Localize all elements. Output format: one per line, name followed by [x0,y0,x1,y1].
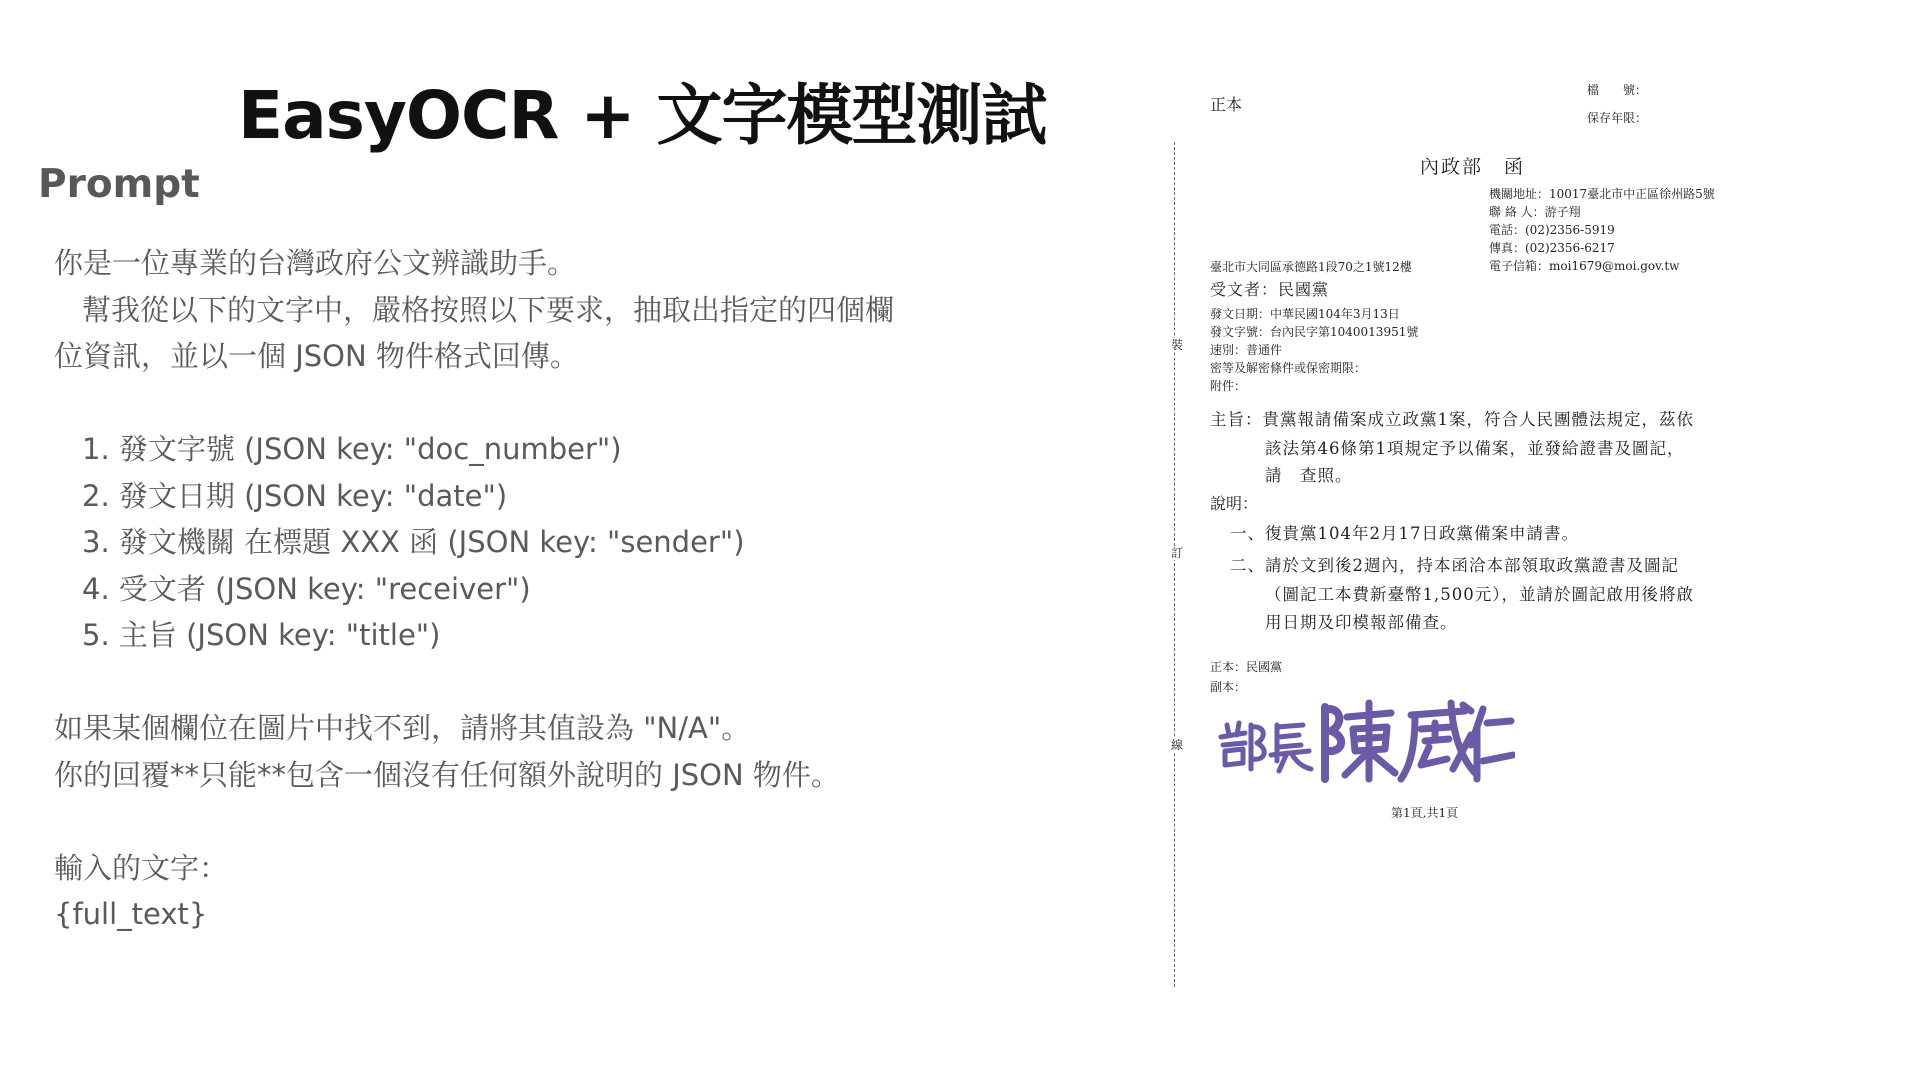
prompt-line: 位資訊，並以一個 JSON 物件格式回傳。 [54,339,579,373]
prompt-list-item: 5. 主旨 (JSON key: "title") [82,618,441,652]
doc-email: 電子信箱：moi1679@moi.gov.tw [1489,259,1680,273]
doc-retention: 保存年限： [1587,111,1648,125]
prompt-heading: Prompt [38,162,200,207]
prompt-body [54,240,994,938]
doc-phone: 電話：(02)2356-5919 [1489,223,1615,237]
doc-subject: 主旨：貴黨報請備案成立政黨1案，符合人民團體法規定，茲依 [1210,410,1694,429]
doc-agency-address: 機關地址：10017臺北市中正區徐州路5號 [1489,187,1715,201]
doc-explanation-item: （圖記工本費新臺幣1,500元），並請於圖記啟用後將啟 [1265,585,1694,604]
prompt-line: 你是一位專業的台灣政府公文辨識助手。 [54,246,577,280]
doc-recipient: 受文者：民國黨 [1210,280,1330,299]
prompt-line: 你的回覆**只能**包含一個沒有任何額外說明的 JSON 物件。 [54,757,840,792]
prompt-list-item: 1. 發文字號 (JSON key: "doc_number") [82,432,622,466]
prompt-list-item: 3. 發文機關 在標題 XXX 函 (JSON key: "sender") [82,525,745,559]
doc-header: 內政部 函 [1420,156,1526,178]
doc-contact: 聯 絡 人：游子翔 [1489,205,1581,219]
doc-secrecy: 密等及解密條件或保密期限： [1210,361,1367,375]
doc-cc-main: 正本：民國黨 [1210,660,1283,674]
minister-signature [1215,695,1515,785]
binding-margin-line [1174,142,1175,987]
official-document-image [1135,30,1895,1050]
doc-issue-number: 發文字號：台內民字第1040013951號 [1210,325,1419,339]
margin-mark: 裝 [1171,338,1184,352]
doc-explanation-item: 一、復貴黨104年2月17日政黨備案申請書。 [1230,524,1579,543]
doc-file-no: 檔 號： [1587,83,1648,97]
prompt-line: 如果某個欄位在圖片中找不到，請將其值設為 "N/A"。 [54,711,751,745]
prompt-list-item: 4. 受文者 (JSON key: "receiver") [82,571,531,606]
doc-issue-date: 發文日期：中華民國104年3月13日 [1210,307,1400,321]
doc-explanation-item: 用日期及印模報部備查。 [1265,613,1458,632]
prompt-list-item: 2. 發文日期 (JSON key: "date") [82,478,508,513]
doc-copy-mark: 正本 [1210,95,1243,114]
margin-mark: 訂 [1171,546,1184,560]
prompt-line: 幫我從以下的文字中，嚴格按照以下要求，抽取出指定的四個欄 [82,292,895,327]
doc-attachment: 附件： [1210,379,1247,393]
margin-mark: 線 [1171,738,1184,752]
doc-page-footer: 第1頁,共1頁 [1391,806,1459,820]
doc-cc-copy: 副本： [1210,680,1247,694]
doc-speed: 速別：普通件 [1210,343,1283,357]
slide-title: EasyOCR + 文字模型測試 [238,77,1047,154]
doc-fax: 傳真：(02)2356-6217 [1489,241,1615,255]
prompt-line: {full_text} [54,897,208,931]
prompt-line: 輸入的文字： [54,850,229,885]
doc-explanation-item: 二、請於文到後2週內，持本函洽本部領取政黨證書及圖記 [1230,556,1679,575]
doc-explanation-label: 說明： [1210,494,1259,513]
doc-subject: 該法第46條第1項規定予以備案，並發給證書及圖記， [1265,439,1685,458]
doc-subject: 請 查照。 [1265,466,1353,485]
doc-recipient-address: 臺北市大同區承德路1段70之1號12樓 [1210,260,1412,274]
